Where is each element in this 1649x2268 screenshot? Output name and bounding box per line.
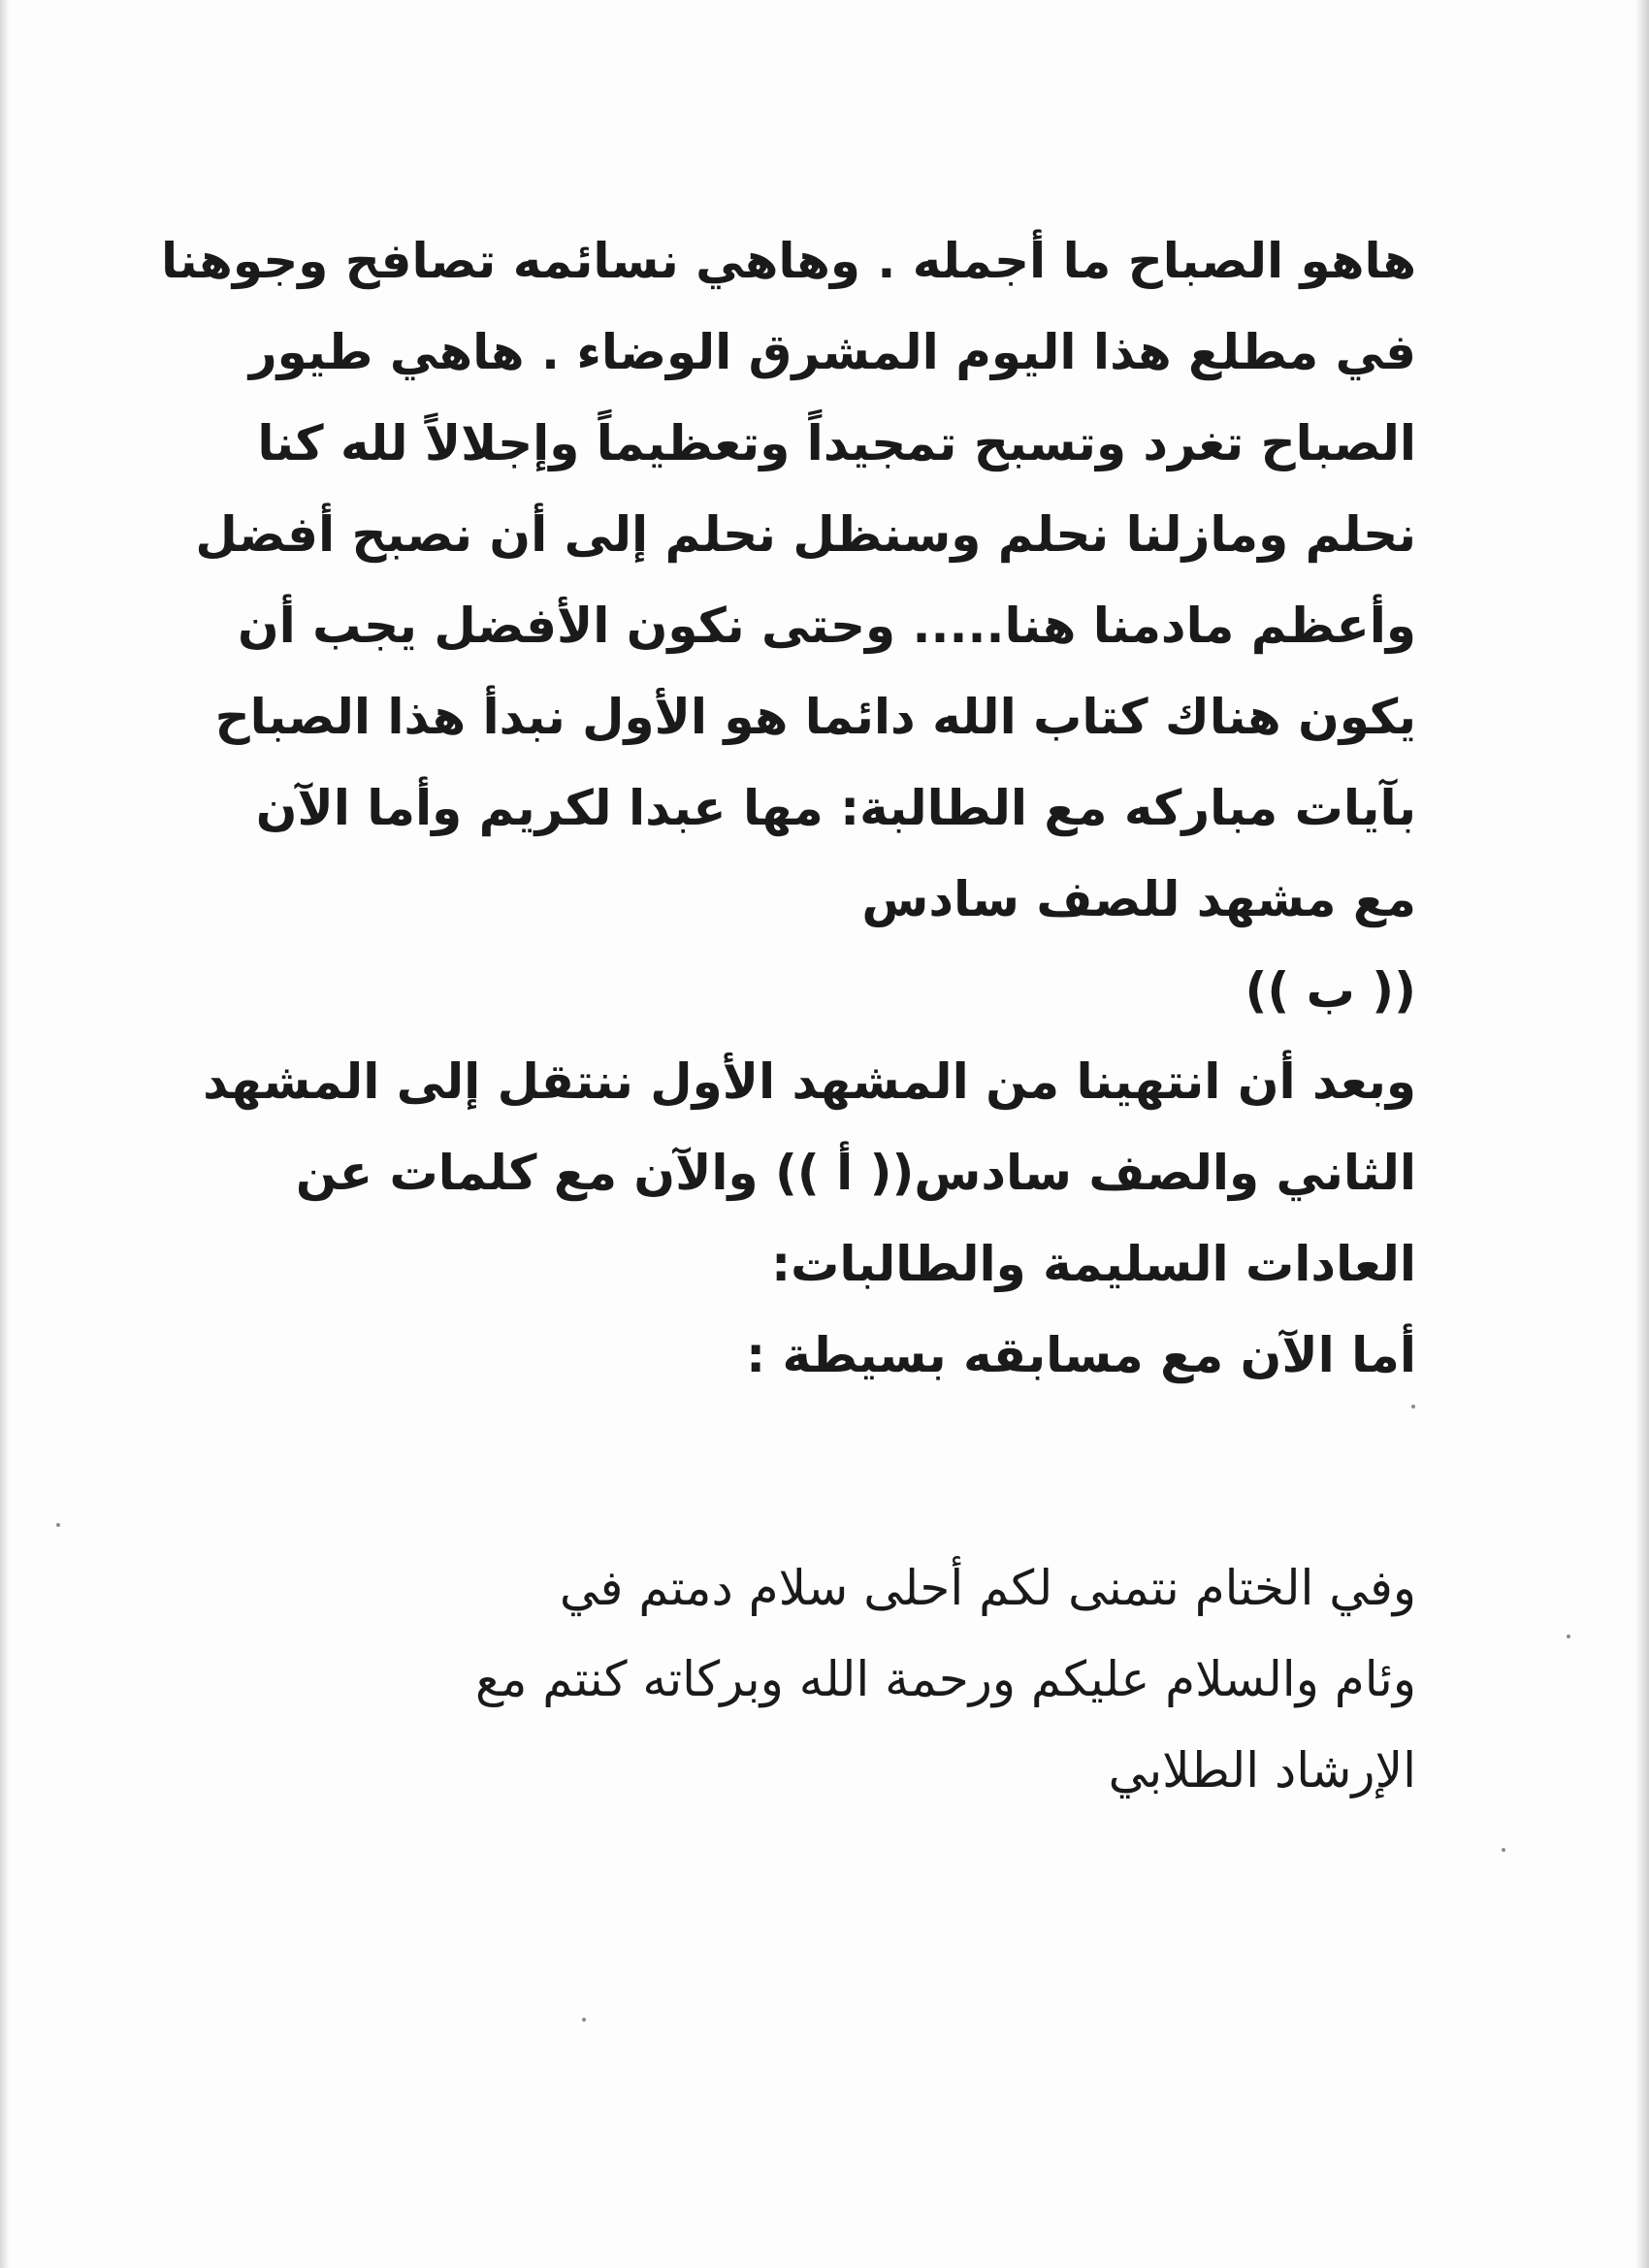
scan-speck — [1567, 1635, 1570, 1638]
scan-edge-left — [0, 0, 10, 2268]
scan-speck — [56, 1523, 60, 1527]
main-paragraph — [161, 215, 1416, 1401]
main-line-12: العادات السليمة والطالبات: — [771, 1236, 1416, 1292]
scan-speck — [1411, 1405, 1415, 1409]
main-line-11: الثاني والصف سادس(( أ )) والآن مع كلمات عن — [295, 1145, 1416, 1201]
closing-line-2: وئام والسلام عليكم ورحمة الله وبركاته كنتم مع — [475, 1651, 1416, 1707]
closing-paragraph — [204, 1542, 1416, 1816]
main-line-6: يكون هناك كتاب الله دائما هو الأول نبدأ هذا الصباح — [214, 689, 1416, 745]
main-line-10: وبعد أن انتهينا من المشهد الأول ننتقل إلى المشهد — [203, 1053, 1416, 1110]
scan-speck — [582, 2018, 586, 2022]
scan-speck — [1502, 1848, 1505, 1852]
main-line-13: أما الآن مع مسابقه بسيطة : — [746, 1327, 1416, 1383]
closing-line-3: الإرشاد الطلابي — [1108, 1742, 1416, 1798]
main-line-2: في مطلع هذا اليوم المشرق الوضاء . هاهي طيور — [248, 324, 1416, 380]
main-line-9: (( ب )) — [1245, 962, 1416, 1019]
main-line-7: بآيات مباركه مع الطالبة: مها عبدا لكريم وأما الآن — [255, 780, 1416, 836]
main-line-5: وأعظم مادمنا هنا..... وحتى نكون الأفضل يجب أن — [237, 598, 1416, 654]
main-line-4: نحلم ومازلنا نحلم وسنظل نحلم إلى أن نصبح أفضل — [195, 506, 1416, 563]
scan-edge-right — [1635, 0, 1649, 2268]
main-line-8: مع مشهد للصف سادس — [861, 871, 1416, 927]
main-line-3: الصباح تغرد وتسبح تمجيداً وتعظيماً وإجلالاً لله كنا — [257, 415, 1416, 471]
main-line-1: هاهو الصباح ما أجمله . وهاهي نسائمه تصافح وجوهنا — [161, 233, 1416, 289]
closing-line-1: وفي الختام نتمنى لكم أحلى سلام دمتم في — [559, 1560, 1416, 1616]
